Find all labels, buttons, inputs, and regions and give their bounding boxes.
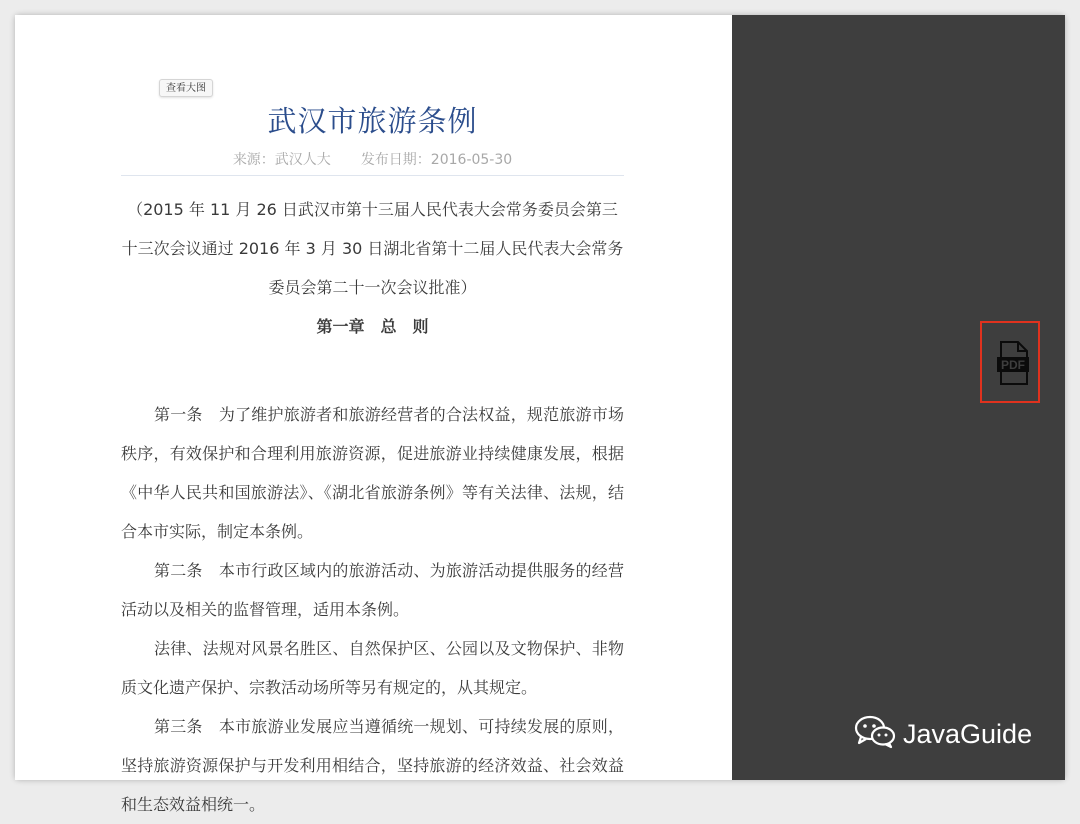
screenshot-frame — [15, 15, 1065, 814]
document-meta — [121, 150, 624, 170]
document-preamble: （2015 年 11 月 26 日武汉市第十三届人民代表大会常务委员会第三十三次会议通过 2016 年 3 月 30 日湖北省第十二届人民代表大会常务委员会第二十一次会议批准） — [121, 200, 624, 297]
chapter-heading: 第一章 总 则 — [316, 317, 429, 336]
paragraph-spacer — [121, 346, 624, 395]
article-3: 第三条 本市旅游业发展应当遵循统一规划、可持续发展的原则，坚持旅游资源保护与开发利用相结合，坚持旅游的经济效益、社会效益和生态效益相统一。 — [121, 717, 624, 814]
pdf-download-button[interactable] — [980, 321, 1040, 403]
document-title: 武汉市旅游条例 — [267, 104, 478, 138]
document-source: 来源：武汉人大 — [232, 152, 331, 168]
watermark-text: JavaGuide — [903, 718, 1033, 749]
article-2: 第二条 本市行政区域内的旅游活动、为旅游活动提供服务的经营活动以及相关的监督管理，适用本条例。 — [121, 561, 624, 619]
document-pane — [15, 15, 732, 814]
wechat-icon — [853, 714, 897, 755]
watermark — [853, 716, 1032, 752]
pdf-icon-label: PDF — [1001, 358, 1025, 372]
article-2-clause: 法律、法规对风景名胜区、自然保护区、公园以及文物保护、非物质文化遗产保护、宗教活动场所等另有规定的，从其规定。 — [121, 639, 624, 697]
document-body — [121, 190, 624, 824]
document-publish-date: 发布日期：2016-05-30 — [360, 152, 513, 168]
view-large-image-button[interactable]: 查看大图 — [159, 79, 213, 97]
pdf-file-icon — [996, 341, 1030, 389]
title-divider — [121, 175, 624, 176]
article-1: 第一条 为了维护旅游者和旅游经营者的合法权益，规范旅游市场秩序，有效保护和合理利用旅游资源，促进旅游业持续健康发展，根据《中华人民共和国旅游法》、《湖北省旅游条例》等有关法律、法规，结合本市实际，制定本条例。 — [121, 405, 624, 541]
